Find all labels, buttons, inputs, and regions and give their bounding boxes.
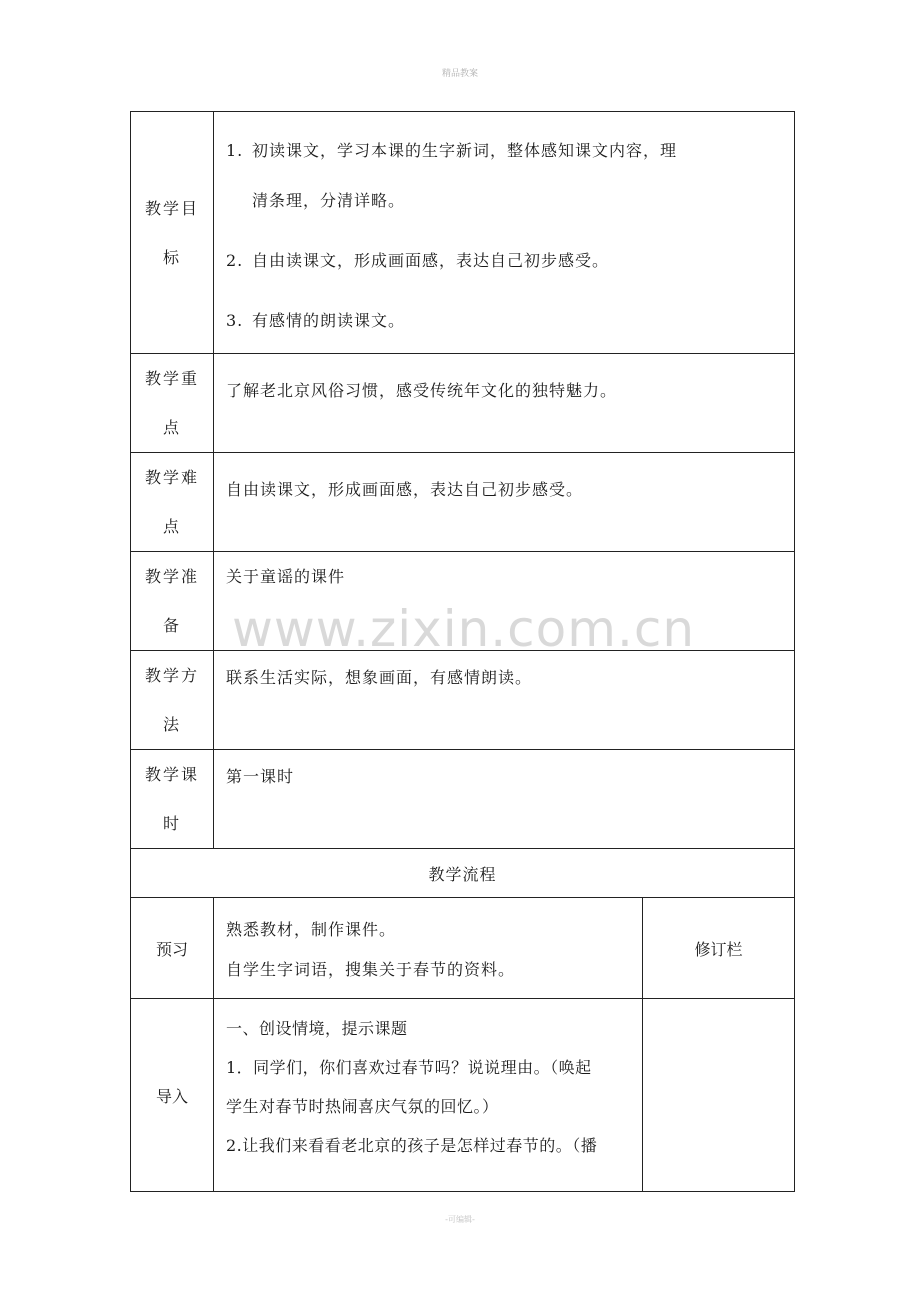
- label-line: 教学方: [144, 666, 199, 685]
- intro-line: 2.让我们来看看老北京的孩子是怎样过春节的。（播: [226, 1136, 598, 1155]
- label-intro: 导入: [131, 999, 214, 1192]
- label-key-points: [131, 354, 214, 453]
- goal-text: 有感情的朗读课文。: [252, 311, 406, 330]
- intro-line: 一、创设情境，提示课题: [226, 1019, 408, 1038]
- goal-text-continued: 清条理，分清详略。: [252, 191, 406, 210]
- label-methods: [131, 651, 214, 750]
- goal-item: [226, 246, 784, 276]
- label-teaching-goals: [131, 112, 214, 354]
- label-line: 教学重: [144, 369, 199, 388]
- intro-line: 学生对春节时热闹喜庆气氛的回忆。）: [226, 1097, 499, 1116]
- content-teaching-goals: [214, 112, 795, 354]
- label-line: 法: [162, 715, 181, 734]
- content-key-points: 了解老北京风俗习惯，感受传统年文化的独特魅力。: [214, 354, 795, 453]
- label-line: 标: [162, 247, 181, 267]
- revision-column-header: 修订栏: [643, 898, 795, 999]
- revision-cell-empty: [643, 999, 795, 1192]
- lesson-plan-table: [130, 111, 795, 1192]
- row-preparation: [131, 552, 795, 651]
- goal-text: 初读课文，学习本课的生字新词，整体感知课文内容，理: [252, 141, 678, 160]
- preview-line: 熟悉教材，制作课件。: [226, 920, 397, 939]
- goal-item: [226, 306, 784, 336]
- row-flow-title: [131, 849, 795, 898]
- flow-title: 教学流程: [131, 849, 795, 898]
- content-periods: 第一课时: [214, 750, 795, 849]
- row-preview: [131, 898, 795, 999]
- row-methods: [131, 651, 795, 750]
- label-line: 教学难: [144, 468, 199, 487]
- row-teaching-goals: [131, 112, 795, 354]
- row-intro: [131, 999, 795, 1192]
- label-line: 备: [162, 616, 181, 635]
- site-watermark: www.zixin.com.cn: [232, 600, 696, 658]
- label-line: 教学准: [144, 567, 199, 586]
- goal-number: 1.: [226, 141, 244, 160]
- label-preparation: [131, 552, 214, 651]
- label-line: 教学课: [144, 765, 199, 784]
- intro-line: 1．同学们，你们喜欢过春节吗？说说理由。（唤起: [226, 1058, 592, 1077]
- content-difficulties: 自由读课文，形成画面感，表达自己初步感受。: [214, 453, 795, 552]
- goal-item: [226, 136, 784, 166]
- label-line: 教学目: [144, 198, 199, 218]
- content-intro: [214, 999, 643, 1192]
- label-periods: [131, 750, 214, 849]
- label-line: 时: [162, 814, 181, 833]
- footer-watermark-text: -可编辑-: [445, 1215, 475, 1224]
- goal-number: 2.: [226, 251, 244, 270]
- header-watermark-text: 精品教案: [441, 69, 478, 79]
- goal-text: 自由读课文，形成画面感，表达自己初步感受。: [252, 251, 610, 270]
- content-methods: 联系生活实际，想象画面，有感情朗读。: [214, 651, 795, 750]
- row-difficulties: [131, 453, 795, 552]
- label-line: 点: [162, 517, 181, 536]
- row-key-points: [131, 354, 795, 453]
- goal-number: 3.: [226, 311, 244, 330]
- content-preview: [214, 898, 643, 999]
- label-difficulties: [131, 453, 214, 552]
- content-preparation: 关于童谣的课件: [214, 552, 795, 651]
- label-line: 点: [162, 418, 181, 437]
- preview-line: 自学生字词语，搜集关于春节的资料。: [226, 960, 516, 979]
- row-periods: [131, 750, 795, 849]
- label-preview: 预习: [131, 898, 214, 999]
